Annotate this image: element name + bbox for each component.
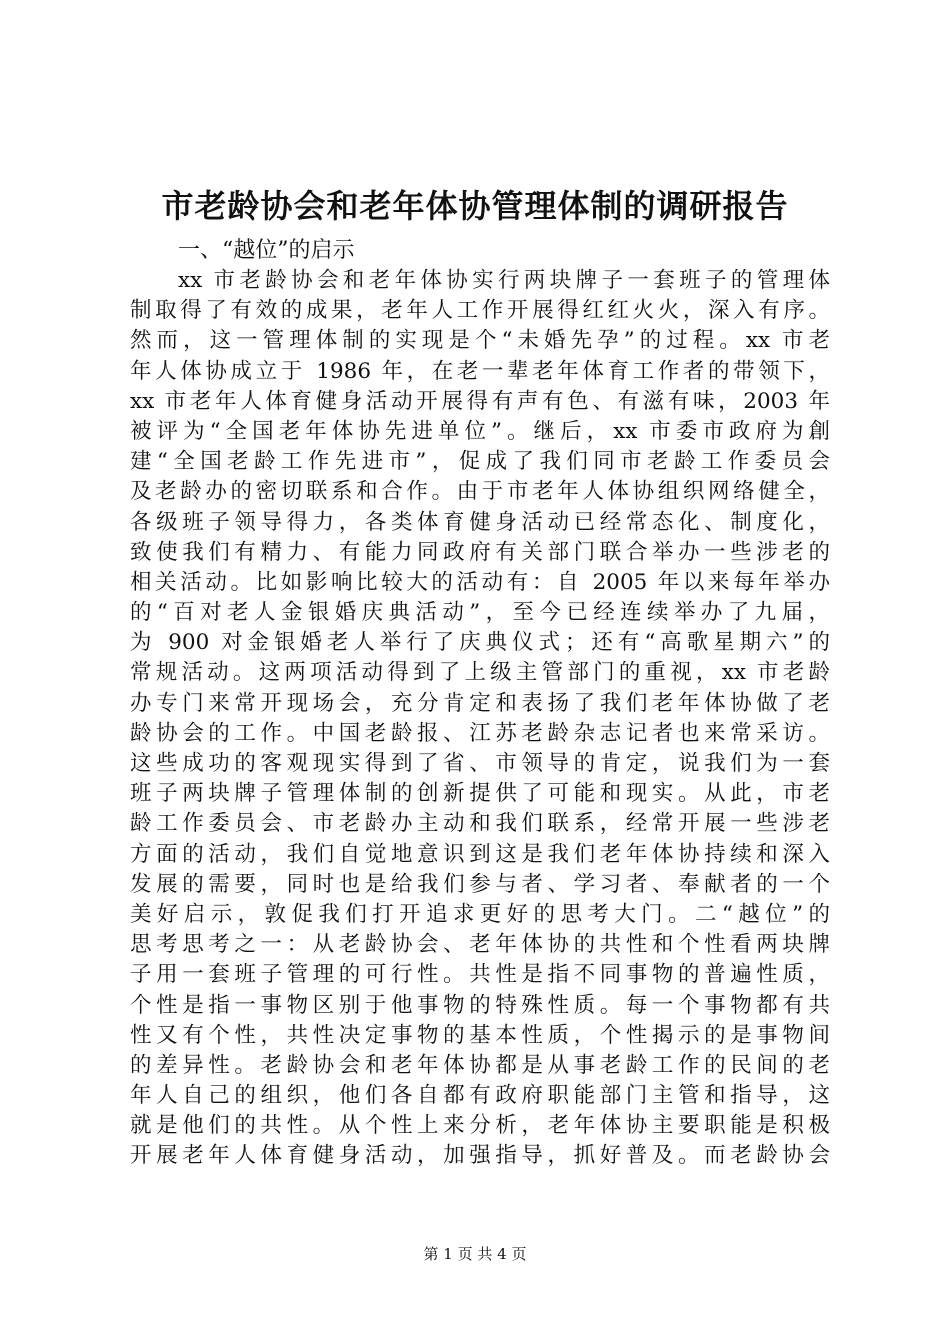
body-line: 的“百对老人金银婚庆典活动”，至今已经连续举办了九届， — [130, 600, 830, 626]
body-line: 被评为“全国老年体协先进单位”。继后，xx 市委市政府为創 — [130, 418, 830, 444]
body-line: 子用一套班子管理的可行性。共性是指不同事物的普遍性质， — [130, 962, 830, 988]
body-line: 的差异性。老龄协会和老年体协都是从事老龄工作的民间的老 — [130, 1052, 830, 1078]
body-line: 制取得了有效的成果，老年人工作开展得红红火火，深入有序。 — [130, 298, 830, 324]
body-line: xx 市老年人体育健身活动开展得有声有色、有滋有味，2003 年 — [130, 388, 830, 414]
body-line: 班子两块牌子管理体制的创新提供了可能和现实。从此，市老 — [130, 781, 830, 807]
page-number: 第 1 页 共 4 页 — [423, 1245, 527, 1263]
body-paragraph — [130, 266, 830, 1172]
body-line: 美好启示，敦促我们打开追求更好的思考大门。二“越位”的 — [130, 901, 830, 927]
body-line: 龄工作委员会、市老龄办主动和我们联系，经常开展一些涉老 — [130, 811, 830, 837]
body-line: 龄协会的工作。中国老龄报、江苏老龄杂志记者也来常采访。 — [130, 720, 830, 746]
body-line: xx 市老龄协会和老年体协实行两块牌子一套班子的管理体 — [178, 268, 830, 293]
body-line: 致使我们有精力、有能力同政府有关部门联合举办一些涉老的 — [130, 539, 830, 565]
body-line: 各级班子领导得力，各类体育健身活动已经常态化、制度化， — [130, 509, 830, 535]
body-line: 发展的需要，同时也是给我们参与者、学习者、奉献者的一个 — [130, 871, 830, 897]
section-heading: 一、“越位”的启示 — [178, 238, 355, 263]
body-line: 方面的活动，我们自觉地意识到这是我们老年体协持续和深入 — [130, 841, 830, 867]
body-line: 个性是指一事物区别于他事物的特殊性质。每一个事物都有共 — [130, 992, 830, 1018]
body-line: 为 900 对金银婚老人举行了庆典仪式；还有“高歌星期六”的 — [130, 630, 830, 656]
body-line: 年人自己的组织，他们各自都有政府职能部门主管和指导，这 — [130, 1083, 830, 1109]
body-line: 年人体协成立于 1986 年，在老一辈老年体育工作者的带领下， — [130, 358, 830, 384]
body-line: 建“全国老龄工作先进市”，促成了我们同市老龄工作委员会 — [130, 449, 830, 475]
body-line: 这些成功的客观现实得到了省、市领导的肯定，说我们为一套 — [130, 751, 830, 776]
body-line: 思考思考之一：从老龄协会、老年体协的共性和个性看两块牌 — [130, 932, 830, 958]
body-line: 性又有个性，共性决定事物的基本性质，个性揭示的是事物间 — [130, 1022, 830, 1048]
body-line: 就是他们的共性。从个性上来分析，老年体协主要职能是积极 — [130, 1113, 830, 1139]
body-line: 相关活动。比如影响比较大的活动有：自 2005 年以来每年举办 — [130, 569, 830, 595]
body-line: 开展老年人体育健身活动，加强指导，抓好普及。而老龄协会 — [130, 1143, 830, 1169]
body-line: 常规活动。这两项活动得到了上级主管部门的重视，xx 市老龄 — [130, 660, 830, 686]
body-line: 然而，这一管理体制的实现是个“未婚先孕”的过程。xx 市老 — [130, 328, 830, 354]
document-title: 市老龄协会和老年体协管理体制的调研报告 — [161, 187, 789, 225]
body-line: 及老龄办的密切联系和合作。由于市老年人体协组织网络健全， — [130, 479, 830, 505]
body-line: 办专门来常开现场会，充分肯定和表扬了我们老年体协做了老 — [130, 690, 830, 716]
